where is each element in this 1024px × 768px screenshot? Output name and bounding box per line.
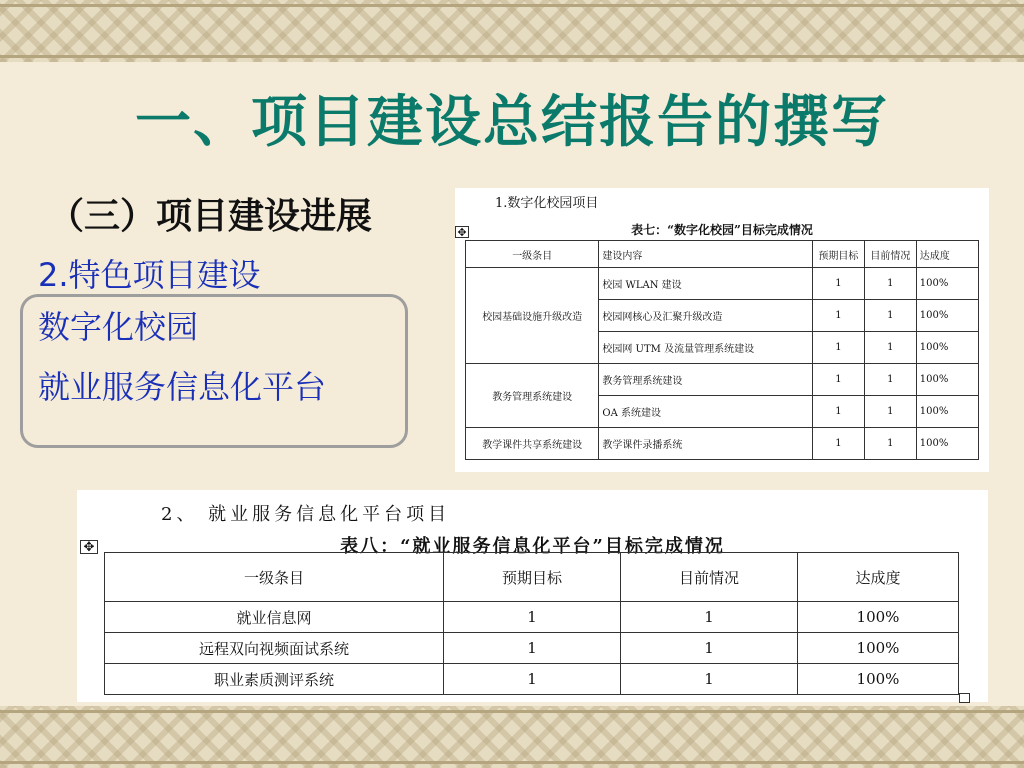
table-row xyxy=(105,664,959,695)
table8-caption: 表八：“就业服务信息化平台”目标完成情况 xyxy=(340,536,725,557)
table-row xyxy=(105,633,959,664)
rate-cell: 100% xyxy=(916,300,978,332)
table8-header-cell: 目前情况 xyxy=(621,553,798,602)
table8-header-cell: 预期目标 xyxy=(444,553,621,602)
rate-cell: 100% xyxy=(798,602,959,633)
category-cell: 校园基础设施升级改造 xyxy=(466,268,599,364)
table7-header-cell: 预期目标 xyxy=(812,241,864,268)
expected-cell: 1 xyxy=(812,300,864,332)
table-row xyxy=(466,428,979,460)
item-cell: 职业素质测评系统 xyxy=(105,664,444,695)
current-cell: 1 xyxy=(864,300,916,332)
table-row xyxy=(105,602,959,633)
current-cell: 1 xyxy=(864,332,916,364)
content-cell: 教学课件录播系统 xyxy=(599,428,813,460)
table8-header-row xyxy=(105,553,959,602)
expected-cell: 1 xyxy=(444,664,621,695)
table8-label: 2、 就业服务信息化平台项目 xyxy=(161,504,451,525)
current-cell: 1 xyxy=(864,268,916,300)
current-cell: 1 xyxy=(864,428,916,460)
table-move-icon[interactable]: ✥ xyxy=(80,540,98,554)
category-cell: 教务管理系统建设 xyxy=(466,364,599,428)
table-resize-handle[interactable] xyxy=(959,693,970,703)
decorative-top-border xyxy=(0,0,1024,62)
table-row xyxy=(466,364,979,396)
table7-header-cell: 目前情况 xyxy=(864,241,916,268)
content-cell: 校园 WLAN 建设 xyxy=(599,268,813,300)
rate-cell: 100% xyxy=(916,396,978,428)
slide-title: 一、项目建设总结报告的撰写 xyxy=(135,89,889,155)
table7-header-row xyxy=(466,241,979,268)
content-cell: 教务管理系统建设 xyxy=(599,364,813,396)
table8-image xyxy=(77,490,988,702)
rate-cell: 100% xyxy=(916,268,978,300)
expected-cell: 1 xyxy=(444,633,621,664)
current-cell: 1 xyxy=(621,602,798,633)
expected-cell: 1 xyxy=(444,602,621,633)
rate-cell: 100% xyxy=(916,428,978,460)
table7-image xyxy=(455,188,989,472)
content-cell: 校园网核心及汇聚升级改造 xyxy=(599,300,813,332)
current-cell: 1 xyxy=(864,364,916,396)
category-cell: 教学课件共享系统建设 xyxy=(466,428,599,460)
table-move-icon[interactable]: ✥ xyxy=(455,226,469,238)
content-cell: OA 系统建设 xyxy=(599,396,813,428)
rate-cell: 100% xyxy=(798,633,959,664)
table7-header-cell: 一级条目 xyxy=(466,241,599,268)
expected-cell: 1 xyxy=(812,428,864,460)
section-heading: （三）项目建设进展 xyxy=(48,195,373,237)
table8-header-cell: 达成度 xyxy=(798,553,959,602)
current-cell: 1 xyxy=(864,396,916,428)
expected-cell: 1 xyxy=(812,364,864,396)
subtitle: 2.特色项目建设 xyxy=(38,256,261,294)
list-item-employment-platform: 就业服务信息化平台 xyxy=(38,368,327,406)
table8 xyxy=(104,552,959,695)
current-cell: 1 xyxy=(621,633,798,664)
table8-header-cell: 一级条目 xyxy=(105,553,444,602)
table7-caption: 表七：“数字化校园”目标完成情况 xyxy=(631,223,813,237)
rate-cell: 100% xyxy=(916,364,978,396)
expected-cell: 1 xyxy=(812,396,864,428)
item-cell: 远程双向视频面试系统 xyxy=(105,633,444,664)
decorative-bottom-border xyxy=(0,706,1024,768)
current-cell: 1 xyxy=(621,664,798,695)
table7 xyxy=(465,240,979,460)
table7-header-cell: 达成度 xyxy=(916,241,978,268)
table7-label: 1.数字化校园项目 xyxy=(495,196,599,211)
table-row xyxy=(466,268,979,300)
expected-cell: 1 xyxy=(812,332,864,364)
list-item-digital-campus: 数字化校园 xyxy=(38,308,199,346)
rate-cell: 100% xyxy=(916,332,978,364)
table7-header-cell: 建设内容 xyxy=(599,241,813,268)
content-cell: 校园网 UTM 及流量管理系统建设 xyxy=(599,332,813,364)
rate-cell: 100% xyxy=(798,664,959,695)
item-cell: 就业信息网 xyxy=(105,602,444,633)
expected-cell: 1 xyxy=(812,268,864,300)
